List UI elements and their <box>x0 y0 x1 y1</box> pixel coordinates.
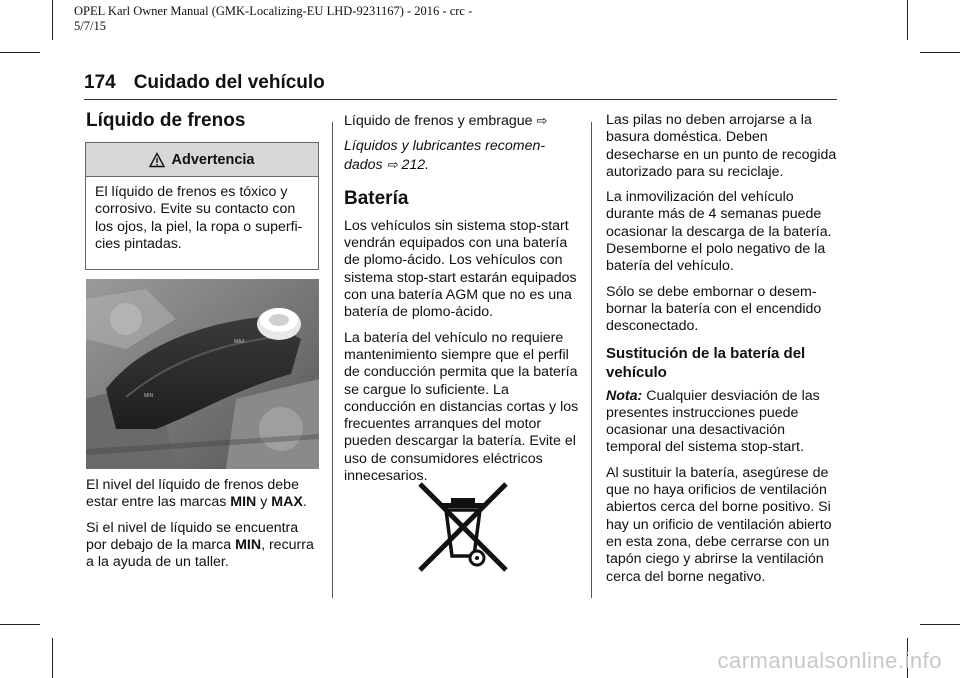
battery-types-paragraph: Los vehículos sin sistema stop-start vendrán equipados con una batería de plomo-ácido. Los vehículos con sistema stop-start estarán equipados con una batería AGM que no es una batería de plomo-ácido. <box>344 217 577 321</box>
photo-label-min: MIN <box>144 393 154 399</box>
cross-reference-fluids[interactable]: Líquidos y lubricantes recomen- dados ⇨ 212. <box>344 138 546 173</box>
column-divider <box>591 122 592 598</box>
min-mark: MIN <box>230 494 257 511</box>
column-1-body <box>86 477 322 579</box>
photo-label-max: MAX <box>234 339 245 345</box>
battery-storage-paragraph: La inmovilización del vehículo durante más de 4 semanas puede ocasionar la descarga de la batería. Desemborne el polo negativo de la batería del vehículo. <box>606 189 832 275</box>
column-3-body <box>606 112 842 594</box>
header-rule <box>84 99 837 100</box>
below-min-paragraph: Si el nivel de líquido se encuentra por debajo de la marca MIN, recurra a la ayuda de un taller. <box>86 519 314 571</box>
crop-mark <box>0 52 40 53</box>
max-mark: MAX <box>271 494 303 511</box>
document-meta <box>74 4 472 34</box>
page-title: Cuidado del vehículo <box>133 72 325 93</box>
crop-mark <box>920 624 960 625</box>
page-header <box>84 72 325 94</box>
crossed-bin-icon <box>416 482 510 574</box>
warning-icon <box>149 152 165 168</box>
column-2-body <box>344 112 580 493</box>
crop-mark <box>907 0 908 40</box>
brake-fluid-reservoir-photo <box>86 279 319 469</box>
page-number: 174 <box>84 72 116 93</box>
note-paragraph: Nota: Cualquier desviación de las presentes instrucciones puede ocasionar una desactivación temporal del sistema stop-start. <box>606 387 820 456</box>
page-reference-arrow-icon: ⇨ <box>536 113 548 128</box>
document-meta-line1: OPEL Karl Owner Manual (GMK-Localizing-EU LHD-9231167) - 2016 - crc - <box>74 4 473 18</box>
section-title-battery: Batería <box>344 187 409 209</box>
section-title-brake-fluid: Líquido de frenos <box>86 110 246 131</box>
crop-mark <box>52 638 53 678</box>
document-meta-line2: 5/7/15 <box>74 19 106 33</box>
battery-maintenance-paragraph: La batería del vehículo no requiere mantenimiento siempre que el perfil de conducción permita que la batería se cargue lo suficiente. La conducción en distancias cortas y los frecuentes arranques del motor pueden descargar la batería. Evite el uso de consumidores eléctricos innecesarios. <box>344 329 579 485</box>
battery-connection-paragraph: Sólo se debe embornar o desem- bornar la batería con el encendido desconectado. <box>606 283 822 335</box>
subsection-title-battery-replacement: Sustitución de la batería del vehículo <box>606 344 806 381</box>
warning-text: El líquido de frenos es tóxico y corrosivo. Evite su contacto con los ojos, la piel, la ropa o superfi- cies pintadas. <box>95 184 303 252</box>
note-label: Nota: <box>606 387 643 404</box>
cross-reference-brake-fluid[interactable]: Líquido de frenos y embrague ⇨ <box>344 113 548 129</box>
column-divider <box>332 122 333 598</box>
min-max-paragraph: El nivel del líquido de frenos debe estar entre las marcas MIN y MAX. <box>86 477 307 511</box>
battery-replacement-paragraph: Al sustituir la batería, asegúrese de que no haya orificios de ventilación abiertos cerca del borne positivo. Si hay un orificio de ventilación abierto en esta zona, debe cerrarse con un tapón ciego y abrirse la ventilación cerca del borne negativo. <box>606 464 832 585</box>
min-mark: MIN <box>235 536 262 553</box>
battery-disposal-paragraph: Las pilas no deben arrojarse a la basura doméstica. Deben desecharse en un punto de recogida autorizado para su reciclaje. <box>606 112 837 180</box>
warning-title: Advertencia <box>171 151 255 168</box>
crop-mark <box>920 52 960 53</box>
watermark: carmanualsonline.info <box>717 648 942 673</box>
page-reference-arrow-icon: ⇨ <box>386 156 398 172</box>
crop-mark <box>52 0 53 40</box>
warning-header <box>86 143 318 177</box>
crop-mark <box>0 624 40 625</box>
warning-box <box>85 142 319 270</box>
